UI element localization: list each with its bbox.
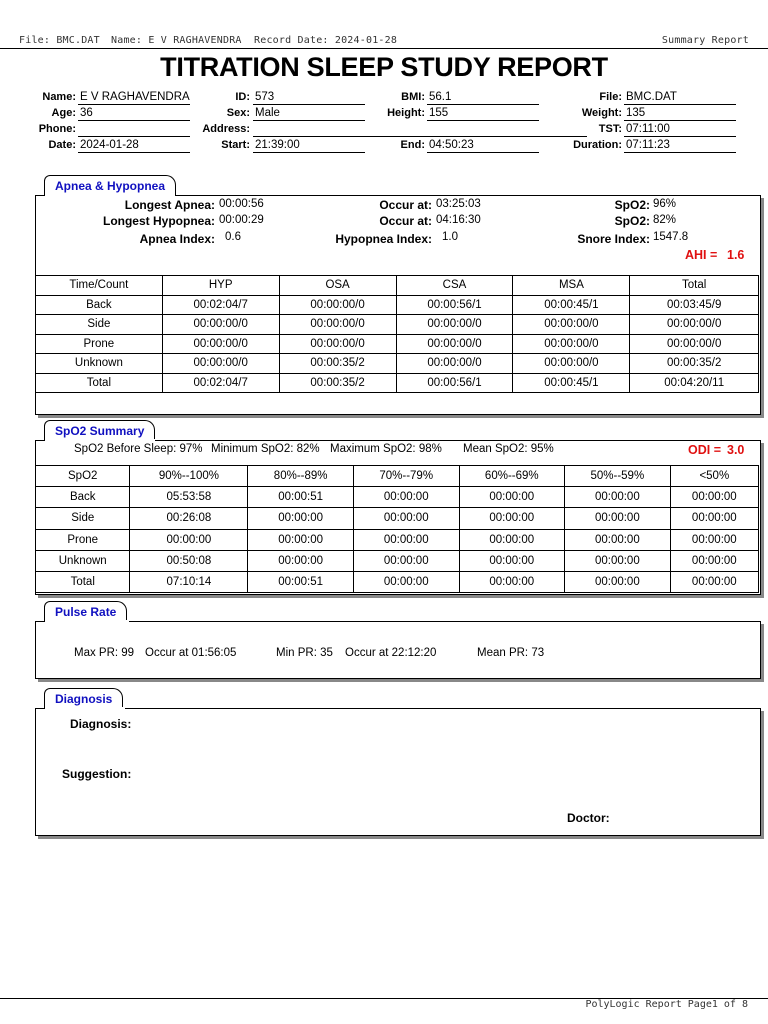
table-cell: 00:00:35/2 bbox=[279, 373, 396, 393]
longest-apnea-label: Longest Apnea: bbox=[124, 198, 215, 212]
table-cell: 00:00:00 bbox=[670, 487, 758, 508]
date-label: Date: bbox=[48, 139, 76, 151]
min-pr-occur: Occur at 22:12:20 bbox=[345, 647, 437, 659]
table-cell: 00:00:00 bbox=[459, 487, 565, 508]
table-header-row bbox=[36, 276, 759, 296]
table-cell: 00:00:00 bbox=[353, 529, 459, 550]
doctor-label: Doctor: bbox=[567, 811, 610, 825]
table-row bbox=[36, 529, 759, 550]
ahi-label: AHI = bbox=[685, 248, 718, 262]
table-cell: 00:00:00/0 bbox=[279, 334, 396, 354]
sex-label: Sex: bbox=[226, 107, 250, 119]
pulse-tab: Pulse Rate bbox=[44, 601, 127, 622]
table-cell: 00:26:08 bbox=[130, 508, 248, 529]
table-cell: 00:00:00 bbox=[248, 529, 354, 550]
table-cell: 07:10:14 bbox=[130, 571, 248, 592]
odi-value: 3.0 bbox=[727, 443, 745, 457]
occur2-label: Occur at: bbox=[379, 214, 432, 228]
weight-value: 135 bbox=[624, 106, 736, 121]
table-cell: 00:00:00 bbox=[670, 508, 758, 529]
table-cell: Side bbox=[36, 315, 163, 335]
table-cell: 00:00:51 bbox=[248, 571, 354, 592]
table-cell: 00:00:00 bbox=[565, 571, 671, 592]
diagnosis-tab-join bbox=[45, 707, 125, 710]
table-cell: Prone bbox=[36, 529, 130, 550]
max-pr-occur: Occur at 01:56:05 bbox=[145, 647, 237, 659]
table-cell: 00:00:00/0 bbox=[279, 315, 396, 335]
column-header: <50% bbox=[670, 466, 758, 487]
column-header: 70%--79% bbox=[353, 466, 459, 487]
table-cell: 00:00:45/1 bbox=[513, 373, 630, 393]
table-row bbox=[36, 295, 759, 315]
start-label: Start: bbox=[221, 139, 250, 151]
column-header: 80%--89% bbox=[248, 466, 354, 487]
apnea-index-label: Apnea Index: bbox=[139, 232, 215, 246]
spo2-minimum: Minimum SpO2: 82% bbox=[211, 443, 320, 455]
table-cell: 00:00:00 bbox=[565, 487, 671, 508]
table-cell: 00:00:45/1 bbox=[513, 295, 630, 315]
table-row bbox=[36, 315, 759, 335]
hypopnea-index-value: 1.0 bbox=[442, 231, 458, 243]
table-cell: 00:00:00 bbox=[248, 508, 354, 529]
diagnosis-tab: Diagnosis bbox=[44, 688, 123, 709]
column-header: 90%--100% bbox=[130, 466, 248, 487]
table-cell: Back bbox=[36, 295, 163, 315]
apnea-table bbox=[35, 275, 759, 393]
longest-apnea-value: 00:00:56 bbox=[219, 198, 264, 210]
phone-value bbox=[78, 122, 190, 137]
table-cell: 00:00:00/0 bbox=[396, 334, 513, 354]
address-value bbox=[253, 122, 587, 137]
table-cell: 00:00:00 bbox=[248, 550, 354, 571]
column-header: HYP bbox=[162, 276, 279, 296]
pulse-tab-join bbox=[45, 620, 129, 623]
spo2b-label: SpO2: bbox=[614, 214, 650, 228]
table-cell: 00:00:00/0 bbox=[630, 315, 759, 335]
table-cell: 00:00:00/0 bbox=[162, 354, 279, 374]
table-cell: 00:00:51 bbox=[248, 487, 354, 508]
table-cell: 00:00:00 bbox=[670, 550, 758, 571]
spo2a-label: SpO2: bbox=[614, 198, 650, 212]
table-row bbox=[36, 508, 759, 529]
spo2-mean: Mean SpO2: 95% bbox=[463, 443, 554, 455]
snore-index-label: Snore Index: bbox=[577, 232, 650, 246]
column-header: 50%--59% bbox=[565, 466, 671, 487]
table-cell: 00:02:04/7 bbox=[162, 295, 279, 315]
spo2b-value: 82% bbox=[653, 214, 677, 226]
phone-label: Phone: bbox=[38, 123, 76, 135]
apnea-tab-join bbox=[45, 194, 173, 197]
table-cell: Total bbox=[36, 373, 163, 393]
name-label: Name: bbox=[42, 91, 76, 103]
table-row bbox=[36, 550, 759, 571]
longest-hypopnea-value: 00:00:29 bbox=[219, 214, 264, 226]
page-title: TITRATION SLEEP STUDY REPORT bbox=[160, 52, 608, 82]
bmi-value: 56.1 bbox=[427, 90, 539, 105]
table-cell: 00:00:00 bbox=[353, 508, 459, 529]
id-label: ID: bbox=[235, 91, 250, 103]
header-record-date: Record Date: 2024-01-28 bbox=[254, 35, 398, 46]
odi-label: ODI = bbox=[688, 443, 721, 457]
table-row bbox=[36, 334, 759, 354]
footer-page-info: PolyLogic Report Page1 of 8 bbox=[585, 999, 748, 1010]
table-header-row bbox=[36, 466, 759, 487]
table-cell: 00:00:00/0 bbox=[162, 315, 279, 335]
occur1-label: Occur at: bbox=[379, 198, 432, 212]
occur2-value: 04:16:30 bbox=[436, 214, 481, 226]
table-cell: 00:00:00 bbox=[353, 571, 459, 592]
address-label: Address: bbox=[202, 123, 250, 135]
ahi-value: 1.6 bbox=[727, 248, 745, 262]
header-name: Name: E V RAGHAVENDRA bbox=[111, 35, 242, 46]
diagnosis-panel bbox=[35, 708, 761, 836]
file-label: File: bbox=[599, 91, 622, 103]
weight-label: Weight: bbox=[581, 107, 622, 119]
table-row bbox=[36, 487, 759, 508]
table-row bbox=[36, 571, 759, 592]
table-cell: Unknown bbox=[36, 354, 163, 374]
table-cell: 00:04:20/11 bbox=[630, 373, 759, 393]
table-cell: 00:00:35/2 bbox=[279, 354, 396, 374]
header-file: File: BMC.DAT bbox=[19, 35, 100, 46]
table-cell: 00:00:00/0 bbox=[279, 295, 396, 315]
table-cell: 00:00:00/0 bbox=[513, 315, 630, 335]
column-header: OSA bbox=[279, 276, 396, 296]
height-value: 155 bbox=[427, 106, 539, 121]
longest-hypopnea-label: Longest Hypopnea: bbox=[102, 214, 215, 228]
table-cell: 00:00:56/1 bbox=[396, 295, 513, 315]
height-label: Height: bbox=[387, 107, 425, 119]
table-cell: Side bbox=[36, 508, 130, 529]
table-cell: 00:50:08 bbox=[130, 550, 248, 571]
spo2-maximum: Maximum SpO2: 98% bbox=[330, 443, 442, 455]
table-cell: 00:00:56/1 bbox=[396, 373, 513, 393]
apnea-index-value: 0.6 bbox=[225, 231, 241, 243]
table-cell: Unknown bbox=[36, 550, 130, 571]
column-header: MSA bbox=[513, 276, 630, 296]
occur1-value: 03:25:03 bbox=[436, 198, 481, 210]
header-report-type: Summary Report bbox=[661, 35, 749, 46]
table-cell: 00:03:45/9 bbox=[630, 295, 759, 315]
table-row bbox=[36, 373, 759, 393]
spo2a-value: 96% bbox=[653, 198, 677, 210]
id-value: 573 bbox=[253, 90, 365, 105]
mean-pr: Mean PR: 73 bbox=[477, 647, 545, 659]
hypopnea-index-label: Hypopnea Index: bbox=[335, 232, 432, 246]
tst-label: TST: bbox=[598, 123, 622, 135]
table-cell: 00:02:04/7 bbox=[162, 373, 279, 393]
duration-label: Duration: bbox=[573, 139, 622, 151]
start-value: 21:39:00 bbox=[253, 138, 365, 153]
table-cell: 00:00:00 bbox=[565, 550, 671, 571]
table-cell: 00:00:00 bbox=[353, 487, 459, 508]
max-pr: Max PR: 99 bbox=[74, 647, 135, 659]
table-cell: Back bbox=[36, 487, 130, 508]
table-cell: 00:00:00 bbox=[130, 529, 248, 550]
table-cell: 00:00:00 bbox=[565, 529, 671, 550]
bmi-label: BMI: bbox=[401, 91, 425, 103]
table-cell: Total bbox=[36, 571, 130, 592]
min-pr: Min PR: 35 bbox=[276, 647, 333, 659]
table-cell: 00:00:00/0 bbox=[396, 354, 513, 374]
end-label: End: bbox=[400, 139, 425, 151]
age-value: 36 bbox=[78, 106, 190, 121]
column-header: SpO2 bbox=[36, 466, 130, 487]
tst-value: 07:11:00 bbox=[624, 122, 736, 137]
table-cell: 00:00:00 bbox=[565, 508, 671, 529]
header-divider bbox=[0, 48, 768, 49]
suggestion-label: Suggestion: bbox=[62, 767, 132, 781]
table-cell: 00:00:00 bbox=[670, 529, 758, 550]
table-cell: 00:00:00 bbox=[459, 571, 565, 592]
table-row bbox=[36, 354, 759, 374]
spo2-tab-join bbox=[45, 439, 155, 442]
apnea-tab: Apnea & Hypopnea bbox=[44, 175, 176, 196]
table-cell: 00:00:00 bbox=[670, 571, 758, 592]
date-value: 2024-01-28 bbox=[78, 138, 190, 153]
table-cell: 05:53:58 bbox=[130, 487, 248, 508]
table-cell: 00:00:00/0 bbox=[513, 354, 630, 374]
end-value: 04:50:23 bbox=[427, 138, 539, 153]
table-cell: 00:00:00/0 bbox=[513, 334, 630, 354]
spo2-tab: SpO2 Summary bbox=[44, 420, 155, 441]
duration-value: 07:11:23 bbox=[624, 138, 736, 153]
column-header: 60%--69% bbox=[459, 466, 565, 487]
table-cell: 00:00:00/0 bbox=[162, 334, 279, 354]
spo2-table bbox=[35, 465, 759, 593]
column-header: Total bbox=[630, 276, 759, 296]
table-cell: 00:00:00 bbox=[459, 508, 565, 529]
table-cell: 00:00:00/0 bbox=[630, 334, 759, 354]
table-cell: 00:00:35/2 bbox=[630, 354, 759, 374]
sex-value: Male bbox=[253, 106, 365, 121]
column-header: Time/Count bbox=[36, 276, 163, 296]
table-cell: Prone bbox=[36, 334, 163, 354]
spo2-before-sleep: SpO2 Before Sleep: 97% bbox=[74, 443, 203, 455]
table-cell: 00:00:00 bbox=[353, 550, 459, 571]
name-value: E V RAGHAVENDRA bbox=[80, 91, 190, 103]
diagnosis-label: Diagnosis: bbox=[70, 717, 132, 731]
snore-index-value: 1547.8 bbox=[653, 231, 689, 243]
table-cell: 00:00:00 bbox=[459, 529, 565, 550]
column-header: CSA bbox=[396, 276, 513, 296]
file-value: BMC.DAT bbox=[624, 90, 736, 105]
table-cell: 00:00:00 bbox=[459, 550, 565, 571]
age-label: Age: bbox=[51, 107, 76, 119]
table-cell: 00:00:00/0 bbox=[396, 315, 513, 335]
